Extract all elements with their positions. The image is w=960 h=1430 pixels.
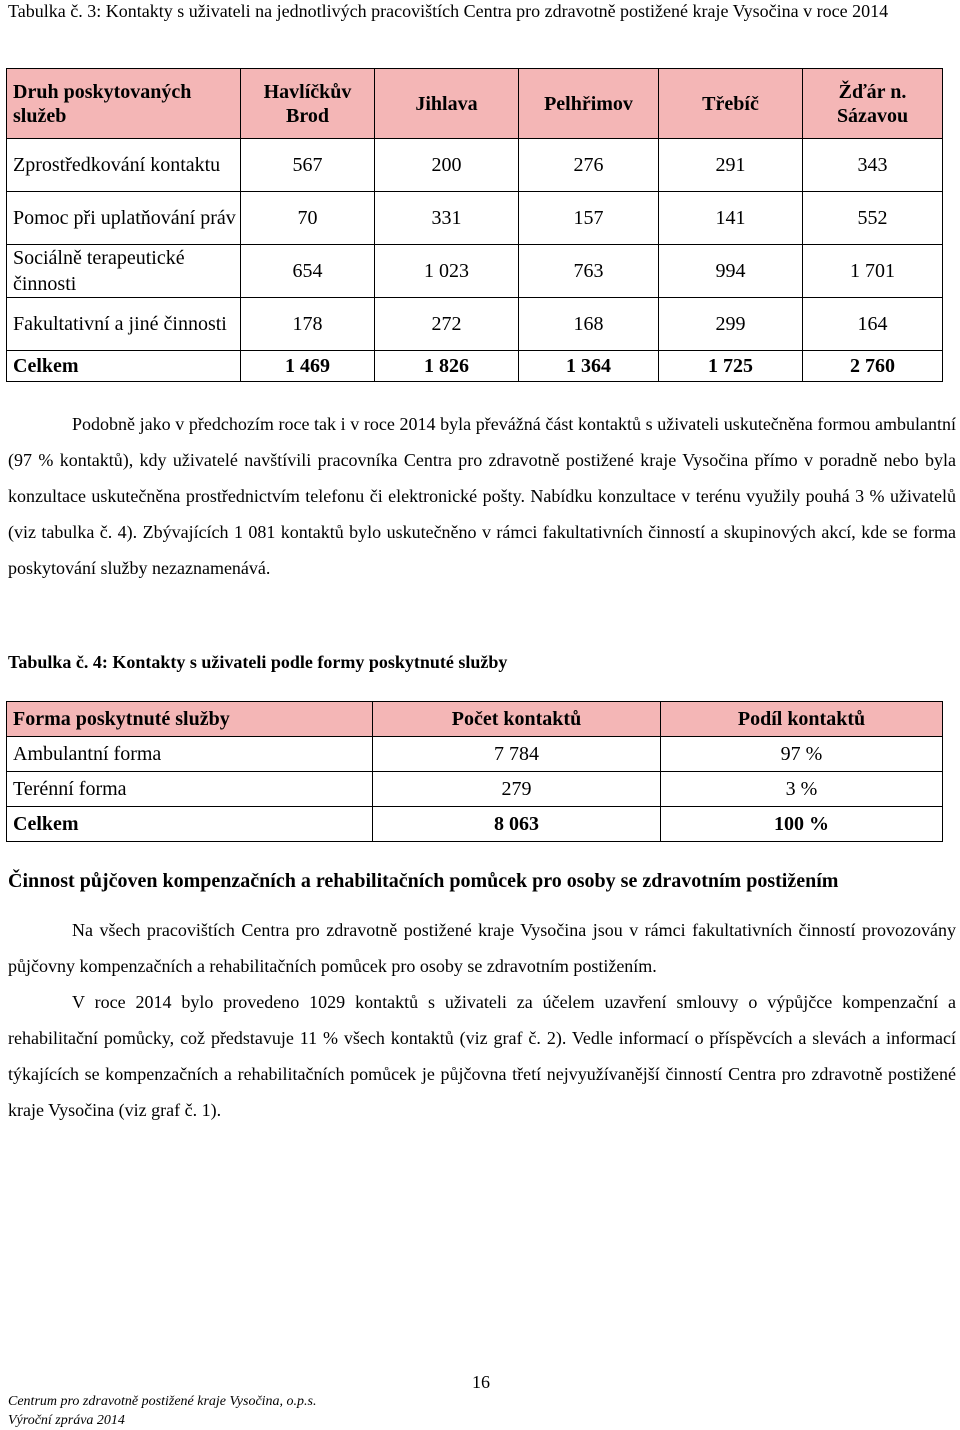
table-cell: 331	[375, 192, 519, 245]
table3-header-zdar: Žďár n. Sázavou	[803, 69, 943, 139]
table-cell: 141	[659, 192, 803, 245]
table-cell: 1 023	[375, 245, 519, 298]
table-cell: 70	[241, 192, 375, 245]
table-cell: 168	[519, 298, 659, 351]
row-label: Ambulantní forma	[7, 737, 373, 772]
total-cell: 8 063	[373, 807, 661, 842]
table4-header-row	[7, 702, 943, 737]
table-row	[7, 245, 943, 298]
table3-header-trebic: Třebíč	[659, 69, 803, 139]
footer-report-title: Výroční zpráva 2014	[8, 1413, 125, 1428]
table-cell: 164	[803, 298, 943, 351]
section-heading: Činnost půjčoven kompenzačních a rehabilitačních pomůcek pro osoby se zdravotním postižením	[8, 870, 839, 892]
table-cell: 291	[659, 139, 803, 192]
table-cell: 1 701	[803, 245, 943, 298]
row-label: Pomoc při uplatňování práv	[7, 192, 241, 245]
table-cell: 994	[659, 245, 803, 298]
table-cell: 552	[803, 192, 943, 245]
table-cell: 299	[659, 298, 803, 351]
table-cell: 567	[241, 139, 375, 192]
table-cell: 7 784	[373, 737, 661, 772]
paragraph-contact-forms	[8, 406, 956, 586]
footer-organization: Centrum pro zdravotně postižené kraje Vysočina, o.p.s.	[8, 1394, 317, 1409]
table4-header-form: Forma poskytnuté služby	[7, 702, 373, 737]
table4-caption: Tabulka č. 4: Kontakty s uživateli podle formy poskytnuté služby	[8, 652, 508, 672]
total-cell: 1 826	[375, 351, 519, 382]
table-row	[7, 298, 943, 351]
table3-header-havlickuv-brod: Havlíčkův Brod	[241, 69, 375, 139]
total-cell: 2 760	[803, 351, 943, 382]
footer	[8, 1392, 317, 1430]
table-row	[7, 772, 943, 807]
table-cell: 272	[375, 298, 519, 351]
table-cell: 654	[241, 245, 375, 298]
table4-header-share: Podíl kontaktů	[661, 702, 943, 737]
table4	[6, 701, 943, 842]
table3-caption: Tabulka č. 3: Kontakty s uživateli na jednotlivých pracovištích Centra pro zdravotně postižené kraje Vysočina v roce 2014	[8, 1, 889, 21]
table-cell: 178	[241, 298, 375, 351]
table3-header-service: Druh poskytovaných služeb	[7, 69, 241, 139]
total-cell: 100 %	[661, 807, 943, 842]
paragraph-text: Podobně jako v předchozím roce tak i v roce 2014 byla převážná část kontaktů s uživateli uskutečněna formou ambulantní (97 % kontaktů), kdy uživatelé navštívili pracovníka Centra pro zdravotně postižené kraje Vysočina přímo v poradně nebo byla konzultace uskutečněna prostřednictvím telefonu či elektronické pošty. Nabídku konzultace v terénu využily pouhá 3 % uživatelů (viz tabulka č. 4). Zbývajících 1 081 kontaktů bylo uskutečněno v rámci fakultativních činností a skupinových akcí, kde se forma poskytování služby nezaznamenává.	[8, 414, 956, 578]
table3	[6, 68, 943, 382]
table-row	[7, 192, 943, 245]
table4-total-row	[7, 807, 943, 842]
table-cell: 157	[519, 192, 659, 245]
table-cell: 763	[519, 245, 659, 298]
table-cell: 276	[519, 139, 659, 192]
paragraph-text: Na všech pracovištích Centra pro zdravotně postižené kraje Vysočina jsou v rámci fakultativních činností provozovány půjčovny kompenzačních a rehabilitačních pomůcek pro osoby se zdravotním postižením.	[8, 920, 956, 976]
paragraph-rental-stats	[8, 984, 956, 1128]
table-cell: 200	[375, 139, 519, 192]
table-cell: 343	[803, 139, 943, 192]
table-cell: 97 %	[661, 737, 943, 772]
row-label: Fakultativní a jiné činnosti	[7, 298, 241, 351]
table3-header-row	[7, 69, 943, 139]
total-cell: 1 725	[659, 351, 803, 382]
paragraph-text: V roce 2014 bylo provedeno 1029 kontaktů s uživateli za účelem uzavření smlouvy o výpůjčce kompenzační a rehabilitační pomůcky, což představuje 11 % všech kontaktů (viz graf č. 2). Vedle informací o příspěvcích a slevách a informací týkajících se kompenzačních a rehabilitačních pomůcek je půjčovna třetí nejvyužívanější činností Centra pro zdravotně postižené kraje Vysočina (viz graf č. 1).	[8, 992, 956, 1120]
table-cell: 3 %	[661, 772, 943, 807]
total-cell: 1 469	[241, 351, 375, 382]
total-label: Celkem	[7, 807, 373, 842]
row-label: Zprostředkování kontaktu	[7, 139, 241, 192]
table-row	[7, 737, 943, 772]
page-number: 16	[472, 1372, 490, 1392]
table-cell: 279	[373, 772, 661, 807]
table-row	[7, 139, 943, 192]
row-label: Terénní forma	[7, 772, 373, 807]
total-label: Celkem	[7, 351, 241, 382]
table3-header-jihlava: Jihlava	[375, 69, 519, 139]
table3-header-pelhrimov: Pelhřimov	[519, 69, 659, 139]
table4-header-count: Počet kontaktů	[373, 702, 661, 737]
paragraph-rental-intro	[8, 912, 956, 984]
table3-total-row	[7, 351, 943, 382]
row-label: Sociálně terapeutické činnosti	[7, 245, 241, 298]
total-cell: 1 364	[519, 351, 659, 382]
